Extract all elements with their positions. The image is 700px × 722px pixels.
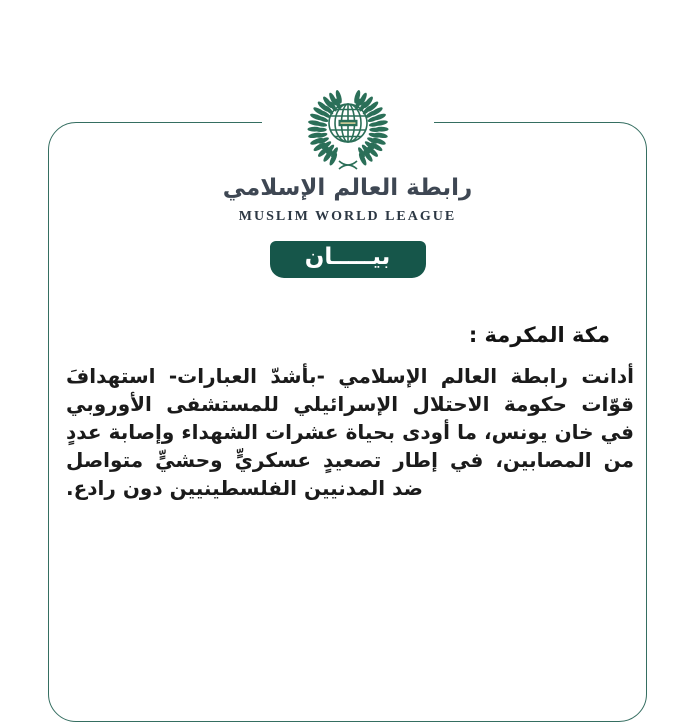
statement-banner [270, 241, 426, 278]
wreath-globe-emblem [298, 85, 398, 177]
banner-label: بيـــــان [304, 244, 391, 270]
statement-content [66, 323, 634, 502]
statement-card [48, 122, 647, 722]
mwl-logo [262, 85, 434, 177]
letterhead [49, 85, 646, 278]
logo-arabic-calligraphy: رابطة العالم الإسلامي [222, 175, 473, 201]
location-heading: مكة المكرمة : [468, 323, 610, 347]
globe-band-inner-line [340, 122, 355, 124]
statement-body: أدانت رابطة العالم الإسلامي -بأشدّ العبارات- استهدافَ قوّات حكومة الاحتلال الإسرائيلي للمستشفى الأوروبي في خان يونس، ما أودى بحياة عشرات الشهداء وإصابة عددٍ من المصابين، في إطار تصعيدٍ عسكريٍّ وحشيٍّ متواصل ضد المدنيين الفلسطينيين دون رادع. [66, 364, 634, 500]
logo-english-name: MUSLIM WORLD LEAGUE [238, 209, 457, 224]
wreath-stems [339, 161, 357, 169]
